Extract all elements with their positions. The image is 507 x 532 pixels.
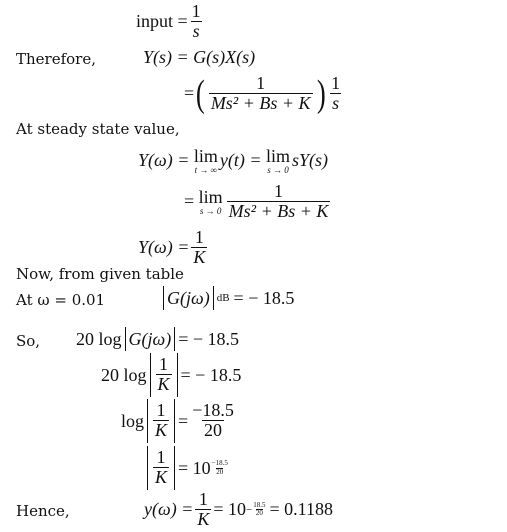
therefore-equation (143, 47, 255, 68)
limit-operator (194, 146, 218, 175)
one-over-k (153, 448, 169, 488)
abs-bar-right (174, 399, 175, 443)
frac-num: 1 (331, 73, 341, 93)
exp-den: 20 (255, 509, 263, 518)
eq-rhs: = 10 (178, 457, 211, 478)
so-label: So, (16, 332, 41, 350)
lim-word: lim (266, 146, 291, 166)
input-label: input = (136, 11, 188, 32)
frac-den: Ms² + Bs + K (228, 200, 329, 221)
frac-num: 1 (191, 1, 201, 21)
exp-den: 20 (216, 467, 224, 476)
input-fraction (329, 74, 342, 114)
gain-expr: G(jω) (167, 287, 210, 308)
gain-expr: G(jω) (128, 328, 172, 349)
eq-mid: y(t) = (219, 150, 262, 170)
one-over-k (191, 228, 207, 268)
one-over-k (153, 401, 169, 441)
db-unit: dB (216, 292, 230, 304)
log-divided-equation (121, 399, 238, 443)
frac-den: s (332, 92, 340, 113)
abs-bar-right (177, 353, 178, 397)
frac-num: 1 (156, 400, 166, 421)
frac-num: 1 (156, 447, 166, 468)
eq-tail: sY(s) (292, 150, 329, 170)
frac-den: s (192, 20, 200, 41)
exponent (253, 502, 265, 518)
therefore-label: Therefore, (16, 50, 96, 68)
db-over-20 (190, 401, 236, 441)
log-gain-equation (76, 327, 239, 351)
one-over-k (156, 355, 172, 395)
final-result-equation (144, 490, 333, 530)
eq-lhs: Y(s) (143, 47, 173, 67)
frac-num: 1 (194, 227, 204, 247)
log-prefix: 20 log (101, 364, 147, 385)
eq-lhs: y(ω) = (144, 499, 194, 520)
eq-rhs: = − 18.5 (178, 328, 240, 349)
input-fraction (190, 2, 203, 42)
frac-den: K (155, 420, 168, 441)
abs-bar-left (163, 286, 164, 310)
one-over-k (195, 490, 211, 530)
exp-sign: − (246, 503, 253, 516)
gain-db-equation (160, 286, 294, 310)
log-prefix: log (121, 410, 145, 431)
eq-mid: = 10 (213, 499, 247, 520)
eq-rhs: = 0.1188 (269, 499, 333, 520)
lim-sub: t → ∞ (194, 165, 218, 175)
frac-num: −18.5 (192, 400, 234, 421)
hence-label: Hence, (16, 502, 70, 520)
exp-num: 18.5 (253, 501, 266, 509)
exp-num: −18.5 (211, 459, 228, 468)
abs-bar-left (147, 446, 148, 490)
frac-den: K (157, 374, 170, 395)
transfer-fraction (209, 74, 313, 114)
equals-sign: = (184, 83, 195, 104)
steady-state-label: At steady state value, (16, 120, 180, 138)
limit-fraction (227, 182, 331, 222)
power-equation (144, 446, 228, 490)
eq-lhs: Y(ω) = (138, 237, 190, 258)
equals-sign: = (178, 410, 189, 431)
frac-num: 1 (256, 73, 266, 93)
abs-bar-right (174, 446, 175, 490)
abs-bar-left (147, 399, 148, 443)
limit-equation (138, 146, 328, 175)
log-prefix: 20 log (76, 328, 122, 349)
steady-state-result (138, 228, 209, 268)
lim-word: lim (193, 146, 218, 166)
left-paren: ( (196, 72, 205, 115)
exponent (212, 460, 228, 476)
limit-operator (266, 146, 290, 175)
limit-operator (199, 187, 223, 216)
now-table-label: Now, from given table (16, 265, 184, 283)
lim-sub: s → 0 (199, 206, 222, 217)
eq-rhs: = G(s)X(s) (176, 47, 256, 67)
eq-rhs: = − 18.5 (233, 287, 295, 308)
right-paren: ) (316, 72, 326, 115)
abs-bar-right (213, 286, 214, 310)
frac-num: 1 (198, 489, 208, 509)
abs-bar-left (125, 327, 126, 351)
transfer-equation (184, 74, 344, 114)
frac-den: K (193, 246, 206, 267)
equals-sign: = (184, 191, 195, 212)
eq-rhs: = − 18.5 (180, 364, 242, 385)
abs-bar-left (150, 353, 151, 397)
lim-sub: s → 0 (267, 165, 289, 175)
frac-num: 1 (159, 354, 169, 375)
frac-den: 20 (204, 420, 223, 441)
lim-word: lim (198, 187, 223, 208)
log-k-equation (101, 353, 241, 397)
frac-num: 1 (274, 181, 284, 201)
frac-den: K (197, 508, 210, 529)
abs-bar-right (174, 327, 175, 351)
frac-den: Ms² + Bs + K (210, 92, 311, 113)
at-omega-label: At ω = 0.01 (16, 291, 106, 309)
eq-lhs: Y(ω) = (138, 150, 190, 170)
limit-fraction-equation (184, 182, 332, 222)
frac-den: K (155, 467, 168, 488)
input-equation (136, 2, 205, 42)
